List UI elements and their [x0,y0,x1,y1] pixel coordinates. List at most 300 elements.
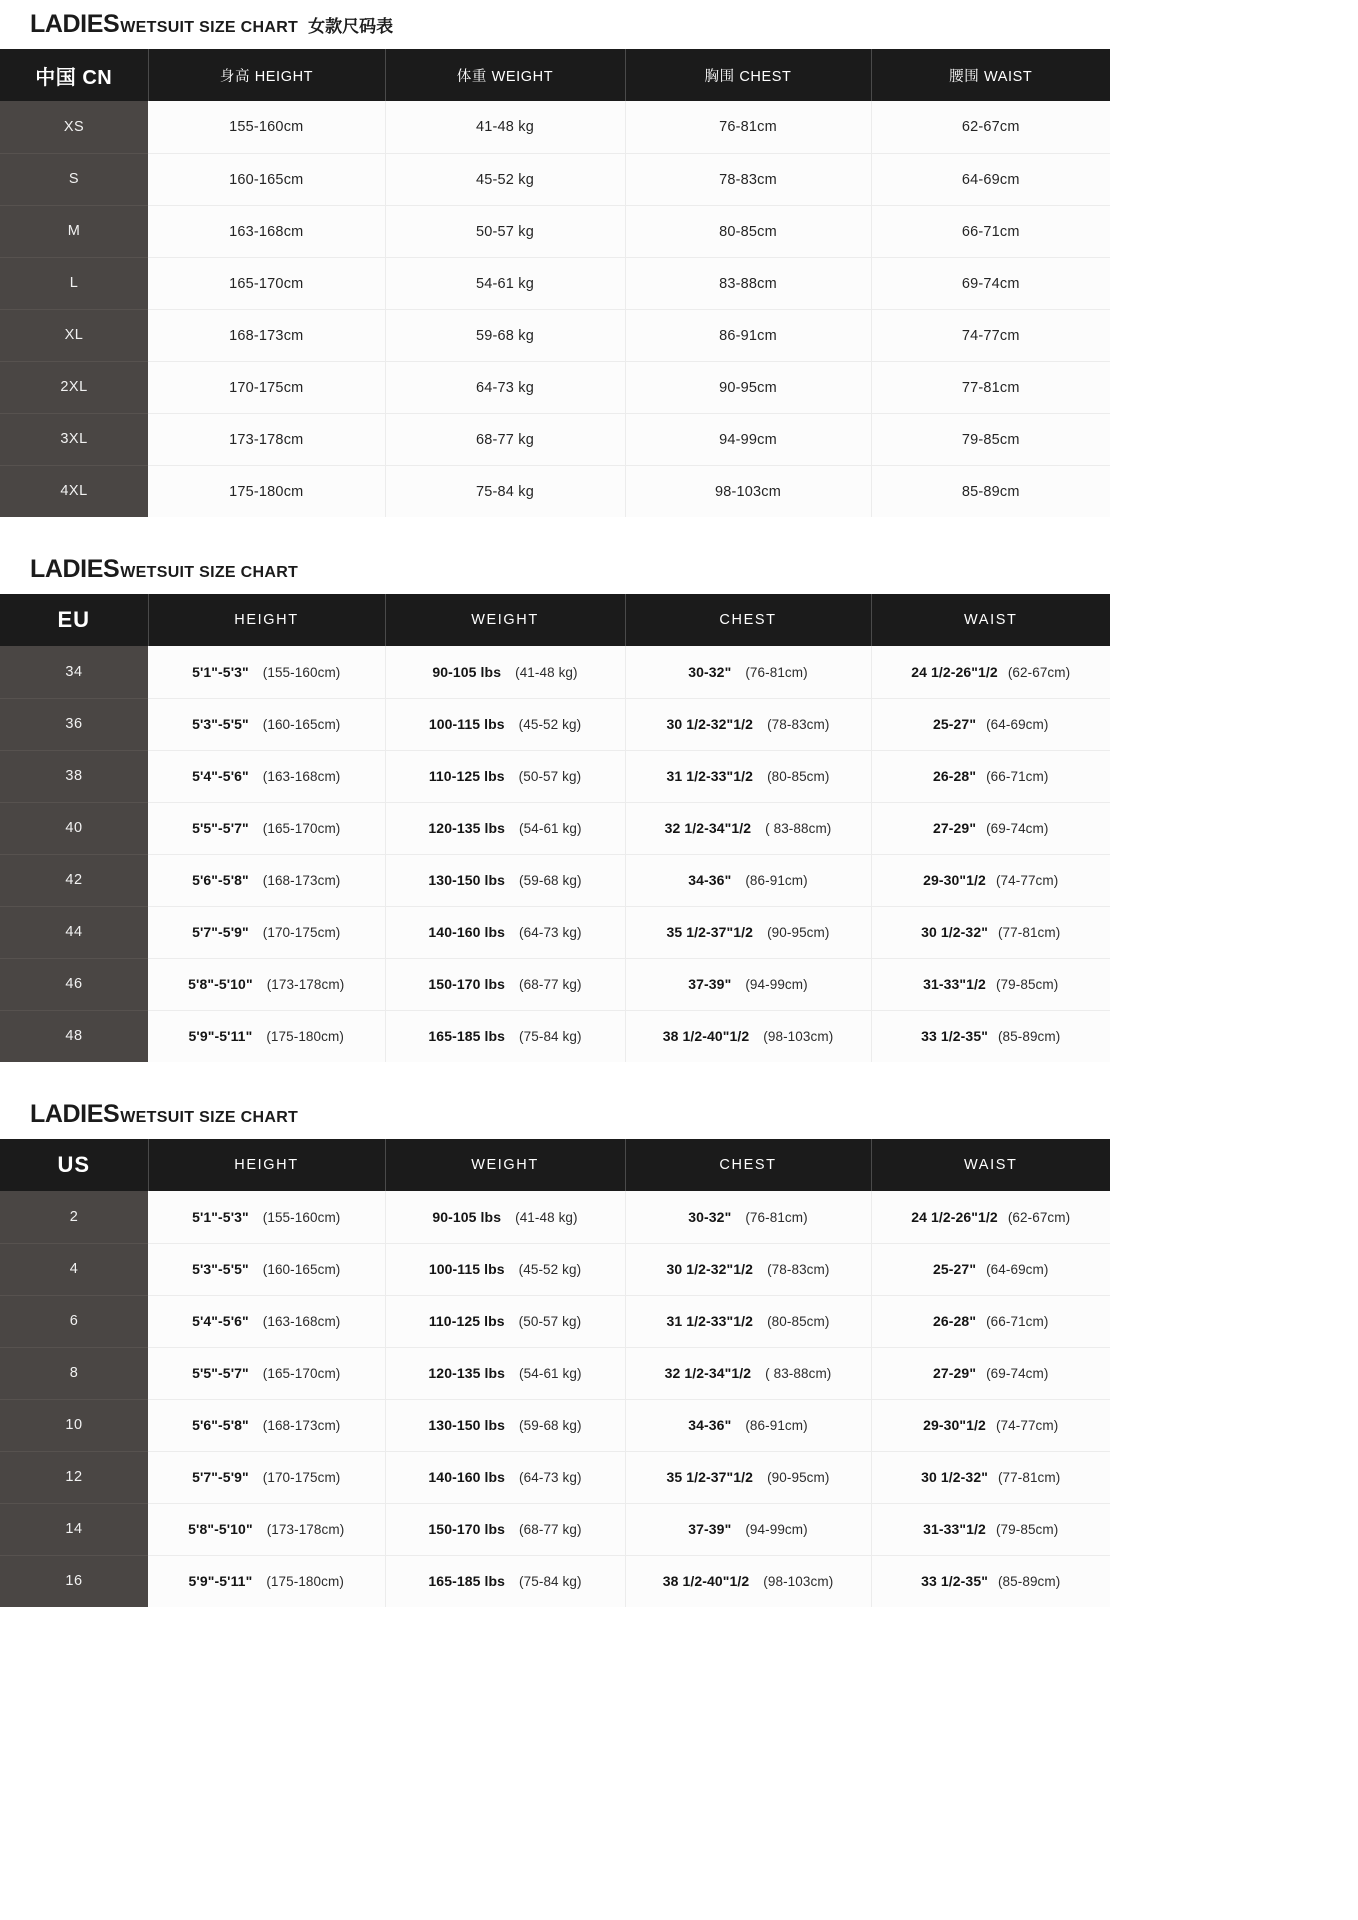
height-cell-pair [148,664,385,680]
title-chinese-cn: 女款尺码表 [308,17,394,36]
height-cell-value: 173-178cm [229,431,304,448]
waist-cell-imperial: 25-27" [933,1261,977,1277]
weight-cell-metric: (75-84 kg) [519,1574,582,1590]
weight-cell [385,1503,625,1555]
chest-cell-value: 76-81cm [719,119,777,136]
size-label-cell: 38 [0,750,148,802]
waist-cell-pair [872,1417,1111,1433]
weight-cell-imperial: 120-135 lbs [428,820,506,836]
chest-cell-imperial: 35 1/2-37"1/2 [666,924,754,940]
height-cell-value: 165-170cm [229,275,304,292]
height-cell-pair [148,976,385,992]
weight-cell-imperial: 165-185 lbs [428,1573,506,1590]
waist-cell-pair [872,976,1111,992]
table-row [0,958,1110,1010]
height-cell [148,854,385,906]
size-label-cell: 42 [0,854,148,906]
chest-cell-metric: (90-95cm) [767,1470,830,1485]
waist-cell-metric: (62-67cm) [1007,1209,1071,1225]
weight-cell [385,854,625,906]
waist-cell [871,1191,1110,1243]
chest-cell-metric: (98-103cm) [763,1574,834,1590]
height-cell-metric: (165-170cm) [262,1366,341,1381]
chest-cell-imperial: 30 1/2-32"1/2 [666,716,754,732]
height-cell-imperial: 5'9"-5'11" [188,1573,253,1590]
waist-cell-pair [872,924,1111,940]
chest-cell-pair [626,768,871,784]
header-weight-eu: WEIGHT [385,594,625,646]
table-row [0,802,1110,854]
waist-cell-metric: (85-89cm) [997,1029,1061,1045]
size-label-cell: 44 [0,906,148,958]
height-cell [148,1451,385,1503]
waist-cell-imperial: 31-33"1/2 [923,1521,986,1537]
chest-cell-metric: (98-103cm) [763,1029,834,1045]
height-cell-metric: (163-168cm) [262,1314,341,1329]
height-cell-pair [148,716,385,732]
table-row [0,854,1110,906]
waist-cell [871,309,1110,361]
table-row [0,1347,1110,1399]
waist-cell-metric: (69-74cm) [986,1366,1049,1381]
waist-cell-metric: (85-89cm) [997,1574,1061,1590]
height-cell-pair [148,1209,385,1225]
height-cell-pair [148,924,385,940]
waist-cell-metric: (62-67cm) [1007,664,1071,680]
chest-cell-metric: (94-99cm) [745,977,808,992]
waist-cell [871,101,1110,153]
height-cell-imperial: 5'1"-5'3" [192,1208,249,1225]
weight-cell [385,1347,625,1399]
height-cell-metric: (175-180cm) [266,1029,344,1045]
title-rest-eu: WETSUIT SIZE CHART [120,564,299,581]
height-cell-metric: (170-175cm) [262,925,341,940]
waist-cell [871,1010,1110,1062]
height-cell-value: 160-165cm [229,171,304,188]
waist-cell-imperial: 31-33"1/2 [923,976,986,992]
chest-cell-pair [626,1521,871,1537]
height-cell [148,1503,385,1555]
header-size-cn: 中国 CN [0,49,148,101]
weight-cell-metric: (54-61 kg) [519,821,582,836]
waist-cell-imperial: 33 1/2-35" [921,1573,988,1590]
waist-cell-metric: (74-77cm) [995,873,1059,888]
waist-cell-pair [872,1573,1111,1589]
chest-cell-pair [626,924,871,940]
weight-cell [385,205,625,257]
height-cell-pair [148,1417,385,1433]
size-label-cell: 36 [0,698,148,750]
weight-cell [385,1555,625,1607]
chest-cell [625,646,871,698]
weight-cell [385,309,625,361]
weight-cell-imperial: 140-160 lbs [428,924,506,940]
height-cell [148,1243,385,1295]
waist-cell-metric: (79-85cm) [995,977,1059,992]
waist-cell-pair [872,1261,1111,1277]
weight-cell-metric: (50-57 kg) [518,769,582,784]
waist-cell-pair [872,820,1111,836]
weight-cell [385,802,625,854]
height-cell-pair [148,768,385,784]
height-cell-imperial: 5'5"-5'7" [192,1365,249,1381]
table-wrap-us [0,1139,1358,1607]
height-cell [148,1399,385,1451]
waist-cell-metric: (66-71cm) [986,769,1049,784]
table-row [0,257,1110,309]
weight-cell-value: 75-84 kg [475,483,535,500]
waist-cell [871,1347,1110,1399]
height-cell-imperial: 5'3"-5'5" [192,716,249,732]
table-head-eu [0,594,1110,646]
table-header-row-eu [0,594,1110,646]
size-label-cell: 34 [0,646,148,698]
chest-cell-metric: (90-95cm) [767,925,830,940]
weight-cell-value: 41-48 kg [475,119,535,136]
weight-cell [385,1191,625,1243]
height-cell-metric: (155-160cm) [262,1209,341,1225]
weight-cell-metric: (54-61 kg) [519,1366,582,1381]
size-label-cell: 2XL [0,361,148,413]
chest-cell [625,1191,871,1243]
height-cell-imperial: 5'8"-5'10" [188,1521,253,1537]
waist-cell-pair [872,1028,1111,1044]
weight-cell-pair [386,1469,625,1485]
chest-cell [625,101,871,153]
chest-cell-imperial: 37-39" [688,1521,732,1537]
weight-cell [385,153,625,205]
chest-cell-metric: (80-85cm) [767,1314,830,1329]
height-cell-imperial: 5'1"-5'3" [192,663,249,680]
height-cell [148,802,385,854]
title-brand-cn: LADIES [30,10,120,38]
table-row [0,205,1110,257]
weight-cell [385,646,625,698]
height-cell-value: 170-175cm [229,379,304,396]
chest-cell-imperial: 38 1/2-40"1/2 [662,1573,750,1590]
weight-cell-value: 68-77 kg [475,431,535,448]
size-table-cn [0,49,1110,517]
waist-cell-value: 79-85cm [961,431,1020,448]
header-height-us: HEIGHT [148,1139,385,1191]
height-cell-imperial: 5'6"-5'8" [192,872,249,888]
chest-cell-value: 98-103cm [714,483,782,500]
weight-cell-imperial: 150-170 lbs [428,1521,506,1537]
weight-cell [385,750,625,802]
waist-cell-value: 85-89cm [961,483,1020,500]
waist-cell-pair [872,1365,1111,1381]
chest-cell [625,750,871,802]
weight-cell-pair [386,1209,625,1225]
height-cell [148,101,385,153]
header-waist-us: WAIST [871,1139,1110,1191]
table-row [0,1503,1110,1555]
table-row [0,750,1110,802]
height-cell-pair [148,1521,385,1537]
size-label-cell: M [0,205,148,257]
waist-cell [871,205,1110,257]
weight-cell-pair [386,1417,625,1433]
weight-cell [385,1451,625,1503]
height-cell-value: 168-173cm [229,327,304,344]
height-cell [148,205,385,257]
weight-cell [385,101,625,153]
height-cell-value: 175-180cm [229,483,304,500]
height-cell-metric: (168-173cm) [262,1418,341,1433]
waist-cell [871,1503,1110,1555]
weight-cell [385,1243,625,1295]
chest-cell-imperial: 37-39" [688,976,732,992]
weight-cell-pair [386,820,625,836]
waist-cell-pair [872,716,1111,732]
height-cell-metric: (160-165cm) [262,1262,341,1277]
waist-cell-value: 66-71cm [961,223,1020,240]
size-label-cell: 2 [0,1191,148,1243]
size-label-cell: 10 [0,1399,148,1451]
weight-cell [385,465,625,517]
chest-cell-value: 78-83cm [719,171,777,188]
size-label-cell: 46 [0,958,148,1010]
weight-cell-pair [386,768,625,784]
chest-cell-pair [626,1209,871,1225]
chest-cell [625,361,871,413]
size-label-cell: XL [0,309,148,361]
table-head-us [0,1139,1110,1191]
table-wrap-cn [0,49,1358,517]
waist-cell [871,750,1110,802]
size-table-us [0,1139,1110,1607]
weight-cell-imperial: 150-170 lbs [428,976,506,992]
title-brand-us: LADIES [30,1100,120,1128]
waist-cell-imperial: 26-28" [933,768,977,784]
weight-cell-metric: (59-68 kg) [519,873,582,888]
waist-cell-metric: (64-69cm) [986,717,1049,732]
chest-cell-pair [626,1417,871,1433]
weight-cell [385,1010,625,1062]
waist-cell-imperial: 30 1/2-32" [921,1469,988,1485]
header-waist-eu: WAIST [871,594,1110,646]
weight-cell-pair [386,716,625,732]
height-cell-metric: (170-175cm) [262,1470,341,1485]
weight-cell [385,1295,625,1347]
waist-cell [871,1243,1110,1295]
chest-cell [625,854,871,906]
height-cell-pair [148,1313,385,1329]
chest-cell [625,1555,871,1607]
chest-cell [625,1010,871,1062]
chest-cell [625,257,871,309]
waist-cell-metric: (66-71cm) [986,1314,1049,1329]
weight-cell-value: 45-52 kg [475,171,535,188]
waist-cell [871,1399,1110,1451]
height-cell-metric: (173-178cm) [266,977,345,992]
weight-cell-imperial: 110-125 lbs [428,1313,505,1329]
waist-cell-imperial: 25-27" [933,716,977,732]
chest-cell-metric: (78-83cm) [767,1262,830,1277]
chest-cell-imperial: 32 1/2-34"1/2 [664,820,752,836]
chest-cell-pair [626,976,871,992]
chest-cell-metric: (86-91cm) [745,1418,808,1433]
title-brand-eu: LADIES [30,555,120,583]
chest-cell [625,1503,871,1555]
waist-cell-metric: (64-69cm) [986,1262,1049,1277]
height-cell-imperial: 5'3"-5'5" [192,1261,249,1277]
height-cell [148,465,385,517]
chest-cell-metric: (78-83cm) [767,717,830,732]
chest-cell [625,1243,871,1295]
chest-cell-pair [626,664,871,680]
chest-cell [625,1347,871,1399]
weight-cell [385,1399,625,1451]
waist-cell-imperial: 24 1/2-26"1/2 [911,1208,998,1225]
size-label-cell: XS [0,101,148,153]
height-cell [148,958,385,1010]
size-label-cell: 14 [0,1503,148,1555]
weight-cell-metric: (64-73 kg) [519,925,582,940]
chest-cell-value: 86-91cm [719,327,777,344]
chest-cell-value: 90-95cm [719,379,777,396]
title-rest-cn: WETSUIT SIZE CHART [120,19,299,36]
weight-cell-imperial: 120-135 lbs [428,1365,506,1381]
height-cell [148,257,385,309]
height-cell-metric: (173-178cm) [266,1522,345,1537]
height-cell-value: 155-160cm [229,119,304,136]
chest-cell-imperial: 38 1/2-40"1/2 [662,1028,750,1045]
table-row [0,1295,1110,1347]
height-cell-pair [148,1261,385,1277]
weight-cell-metric: (41-48 kg) [515,1209,578,1225]
weight-cell-imperial: 165-185 lbs [428,1028,506,1045]
height-cell-metric: (155-160cm) [262,664,341,680]
chest-cell-metric: (86-91cm) [745,873,808,888]
waist-cell-value: 69-74cm [961,275,1020,292]
waist-cell-imperial: 30 1/2-32" [921,924,988,940]
table-header-row-cn [0,49,1110,101]
waist-cell-imperial: 29-30"1/2 [923,1417,986,1433]
table-body-us [0,1191,1110,1607]
waist-cell-value: 77-81cm [961,379,1020,396]
chest-cell-pair [626,1313,871,1329]
height-cell-imperial: 5'4"-5'6" [192,1313,249,1329]
size-label-cell: 6 [0,1295,148,1347]
waist-cell-pair [872,1521,1111,1537]
height-cell [148,309,385,361]
waist-cell-metric: (79-85cm) [995,1522,1059,1537]
weight-cell-pair [386,1365,625,1381]
weight-cell-value: 54-61 kg [475,275,535,292]
chest-cell [625,1399,871,1451]
title-rest-us: WETSUIT SIZE CHART [120,1109,299,1126]
header-height-eu: HEIGHT [148,594,385,646]
header-chest-eu: CHEST [625,594,871,646]
waist-cell-metric: (74-77cm) [995,1418,1059,1433]
height-cell-imperial: 5'7"-5'9" [192,924,249,940]
chest-cell-pair [626,1261,871,1277]
waist-cell [871,1451,1110,1503]
chest-cell [625,309,871,361]
height-cell-imperial: 5'6"-5'8" [192,1417,249,1433]
chest-cell-pair [626,1573,871,1589]
chest-cell-imperial: 30-32" [688,1208,732,1225]
height-cell [148,1010,385,1062]
chest-cell-pair [626,716,871,732]
height-cell-metric: (160-165cm) [262,717,341,732]
chest-cell [625,1295,871,1347]
waist-cell [871,906,1110,958]
height-cell [148,646,385,698]
waist-cell [871,1555,1110,1607]
waist-cell-value: 64-69cm [961,171,1020,188]
chest-cell-pair [626,1365,871,1381]
waist-cell [871,361,1110,413]
waist-cell-metric: (77-81cm) [997,925,1061,940]
weight-cell-value: 59-68 kg [475,327,535,344]
waist-cell-metric: (77-81cm) [997,1470,1061,1485]
chest-cell-metric: (76-81cm) [745,1209,808,1225]
waist-cell [871,646,1110,698]
height-cell-imperial: 5'4"-5'6" [192,768,249,784]
table-head-cn [0,49,1110,101]
weight-cell [385,257,625,309]
table-row [0,153,1110,205]
header-size-eu: EU [0,594,148,646]
chest-cell [625,465,871,517]
waist-cell [871,854,1110,906]
chest-cell-value: 94-99cm [719,431,777,448]
size-label-cell: 12 [0,1451,148,1503]
table-row [0,906,1110,958]
size-label-cell: 40 [0,802,148,854]
chest-cell [625,1451,871,1503]
chest-cell [625,153,871,205]
waist-cell [871,958,1110,1010]
chest-cell [625,958,871,1010]
header-chest-cn: 胸围 CHEST [625,49,871,101]
table-body-cn [0,101,1110,517]
height-cell-pair [148,1028,385,1044]
header-waist-cn: 腰围 WAIST [871,49,1110,101]
weight-cell-pair [386,872,625,888]
chest-cell-imperial: 31 1/2-33"1/2 [666,1313,754,1329]
weight-cell-pair [386,976,625,992]
weight-cell [385,698,625,750]
size-label-cell: L [0,257,148,309]
chest-cell-pair [626,1469,871,1485]
waist-cell [871,257,1110,309]
weight-cell-pair [386,1573,625,1589]
weight-cell [385,361,625,413]
height-cell [148,361,385,413]
chest-cell-pair [626,1028,871,1044]
weight-cell-pair [386,1521,625,1537]
table-row [0,1555,1110,1607]
height-cell [148,413,385,465]
chest-cell-imperial: 31 1/2-33"1/2 [666,768,754,784]
height-cell-imperial: 5'7"-5'9" [192,1469,249,1485]
height-cell [148,698,385,750]
header-height-cn: 身高 HEIGHT [148,49,385,101]
waist-cell [871,698,1110,750]
weight-cell-imperial: 110-125 lbs [428,768,505,784]
waist-cell-pair [872,1209,1111,1225]
waist-cell-pair [872,768,1111,784]
weight-cell-imperial: 140-160 lbs [428,1469,506,1485]
weight-cell-imperial: 90-105 lbs [432,1208,502,1225]
table-row [0,361,1110,413]
waist-cell-imperial: 27-29" [933,820,977,836]
height-cell [148,1191,385,1243]
waist-cell-imperial: 29-30"1/2 [923,872,986,888]
